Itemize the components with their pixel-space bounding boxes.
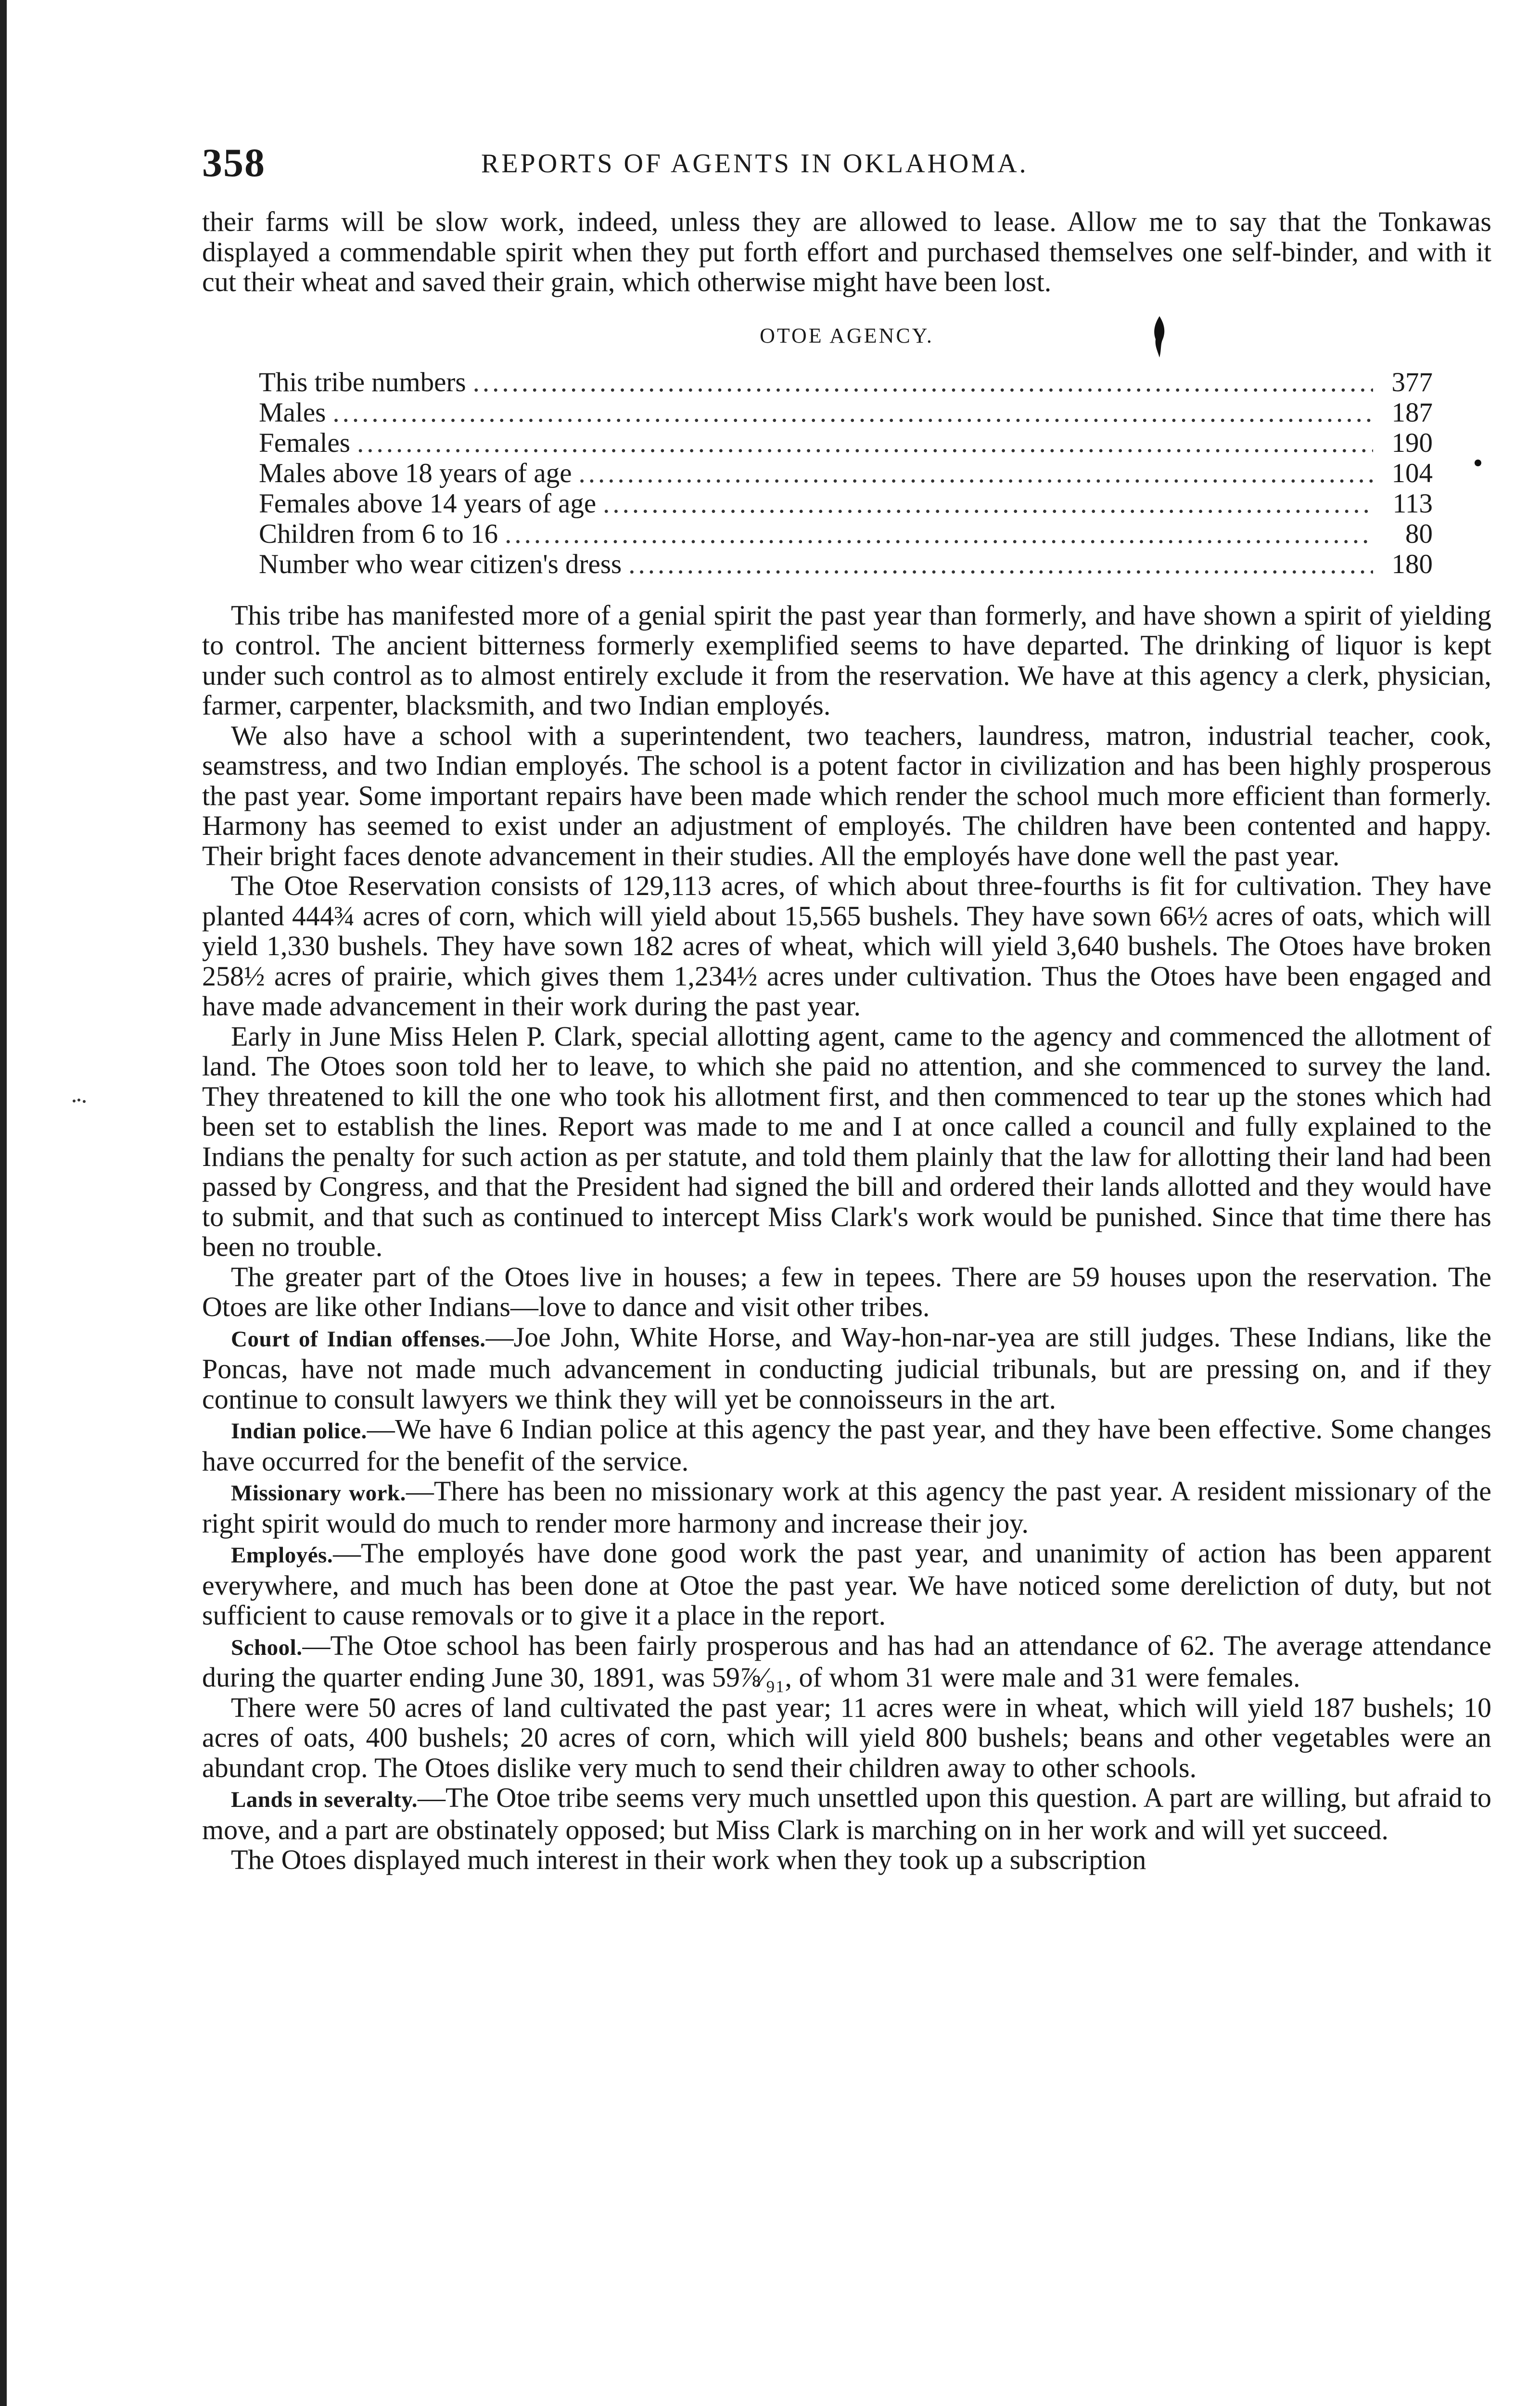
paragraph-severalty [202, 1783, 1491, 1845]
paragraph-court-text: —Joe John, White Horse, and Way-hon-nar-yea are still judges. These Indians, like the Poncas, have not made much advancement in conducting judicial tribunals, but are pressing on, and if they continue to consult lawyers we think they will yet be connoisseurs in the art. [202, 1321, 1491, 1415]
stat-value: 187 [1391, 397, 1433, 428]
running-title: REPORTS OF AGENTS IN OKLAHOMA. [481, 149, 1029, 179]
stat-row [259, 519, 1433, 549]
paragraph-police-text: —We have 6 Indian police at this agency the past year, and they have been effective. Some changes have occurred for the benefit of the service. [202, 1413, 1491, 1477]
stat-label: This tribe numbers [259, 367, 466, 397]
stat-value: 377 [1391, 367, 1433, 397]
paragraph-school-crops: There were 50 acres of land cultivated the past year; 11 acres were in wheat, which will yield 187 bushels; 10 acres of oats, 400 bushels; 20 acres of corn, which will yield 800 bushels; beans and other vegetables were an abundant crop. The Otoes dislike very much to send their children away to other schools. [202, 1691, 1491, 1783]
stat-label: Children from 6 to 16 [259, 518, 498, 549]
stat-value: 190 [1391, 427, 1433, 458]
paragraph-subscription: The Otoes displayed much interest in their work when they took up a subscription [231, 1844, 1146, 1875]
stat-row [259, 428, 1433, 458]
stat-label: Number who wear citizen's dress [259, 549, 622, 579]
side-head-severalty: Lands in severalty. [231, 1787, 418, 1812]
paragraph-allotment: Early in June Miss Helen P. Clark, special allotting agent, came to the agency and commenced the allotment of land. The Otoes soon told her to leave, to which she paid no attention, and she commenced to survey the land. They threatened to kill the one who took his allotment first, and then commenced to tear up the stones which had been set to establish the lines. Report was made to me and I at once called a council and fully explained to the Indians the penalty for such action as per statute, and told them plainly that the law for allotting their land had been passed by Congress, and that the President had signed the bill and ordered their lands allotted and they would have to submit, and that such as continued to intercept Miss Clark's work would be punished. Since that time there has been no trouble. [202, 1020, 1491, 1262]
dot-leader [473, 367, 1373, 397]
dot-leader [603, 488, 1373, 519]
ink-smudge [72, 1097, 87, 1104]
dot-leader [505, 519, 1373, 549]
intro-paragraph: their farms will be slow work, indeed, unless they are allowed to lease. Allow me to say that the Tonkawas displayed a commendable spirit when they put forth effort and purchased themselves one self-binder, and with it cut their wheat and saved their grain, which otherwise might have been lost. [202, 206, 1491, 297]
paragraph-missionary-text: —There has been no missionary work at this agency the past year. A resident missionary of the right spirit would do much to render more harmony and increase their joy. [202, 1475, 1491, 1539]
dot-leader [357, 428, 1373, 458]
stat-row [259, 397, 1433, 428]
side-head-missionary: Missionary work. [231, 1481, 406, 1506]
paragraph-tribe-spirit: This tribe has manifested more of a genial spirit the past year than formerly, and have shown a spirit of yielding to control. The ancient bitterness formerly exemplified seems to have departed. The drinking of liquor is kept under such control as to almost entirely exclude it from the reservation. We have at this agency a clerk, physician, farmer, carpenter, blacksmith, and two Indian employés. [202, 599, 1491, 721]
paragraph-police [202, 1414, 1491, 1476]
side-head-police: Indian police. [231, 1419, 367, 1444]
side-head-employes: Employés. [231, 1543, 333, 1568]
stat-value: 180 [1391, 549, 1433, 579]
stat-value: 104 [1391, 458, 1433, 488]
paragraph-employes-text: —The employés have done good work the past year, and unanimity of action has been apparent everywhere, and much has been done at Otoe the past year. We have noticed some dereliction of duty, but not sufficient to cause removals or to give it a place in the report. [202, 1537, 1491, 1631]
dot-leader [579, 458, 1374, 488]
stat-label: Males [259, 397, 326, 428]
paragraph-missionary [202, 1476, 1491, 1538]
paragraph-reservation: The Otoe Reservation consists of 129,113 acres, of which about three-fourths is fit for cultivation. They have planted 444¾ acres of corn, which will yield about 15,565 bushels. They have sown 66½ acres of oats, which will yield 1,330 bushels. They have sown 182 acres of wheat, which will yield 3,640 bushels. The Otoes have broken 258½ acres of prairie, which gives them 1,234½ acres under cultivation. Thus the Otoes have been engaged and have made advancement in their work during the past year. [202, 870, 1491, 1022]
dot-leader [332, 397, 1373, 428]
stat-label: Females [259, 427, 350, 458]
page-number: 358 [202, 141, 266, 185]
paragraph-school-text: —The Otoe school has been fairly prosperous and has had an attendance of 62. The average attendance during the quarter ending June 30, 1891, was 59⅞⁄₉₁, of whom 31 were male and 31 were females. [202, 1629, 1491, 1693]
running-head [202, 140, 1491, 197]
stat-label: Females above 14 years of age [259, 488, 597, 519]
stat-row [259, 458, 1433, 488]
paragraph-school: We also have a school with a superintendent, two teachers, laundress, matron, industrial teacher, cook, seamstress, and two Indian employés. The school is a potent factor in civilization and has been highly prosperous the past year. Some important repairs have been made which render the school much more efficient than formerly. Harmony has seemed to exist under an adjustment of employés. The children have been contented and happy. Their bright faces denote advancement in their studies. All the employés have done well the past year. [202, 719, 1491, 871]
side-head-court: Court of Indian offenses. [231, 1326, 486, 1352]
stat-value: 80 [1405, 518, 1433, 549]
stat-label: Males above 18 years of age [259, 458, 572, 488]
stat-value: 113 [1392, 488, 1433, 519]
paragraph-employes [202, 1538, 1491, 1631]
paragraph-houses: The greater part of the Otoes live in houses; a few in tepees. There are 59 houses upon the reservation. The Otoes are like other Indians—love to dance and visit other tribes. [202, 1261, 1491, 1322]
section-title: OTOE AGENCY. [760, 323, 934, 347]
paragraph-severalty-text: —The Otoe tribe seems very much unsettled upon this question. A part are willing, but afraid to move, and a part are obstinately opposed; but Miss Clark is marching on in her work and will yet succeed. [202, 1782, 1491, 1845]
paragraph-school-attendance [202, 1631, 1491, 1693]
side-head-school: School. [231, 1635, 303, 1660]
dot-leader [628, 549, 1373, 579]
stat-row [259, 488, 1433, 519]
stat-row [259, 549, 1433, 579]
stat-row [259, 367, 1433, 397]
tribe-statistics [259, 367, 1433, 579]
document-page [202, 140, 1491, 1875]
scan-left-edge [0, 0, 7, 2406]
paragraph-court [202, 1322, 1491, 1415]
